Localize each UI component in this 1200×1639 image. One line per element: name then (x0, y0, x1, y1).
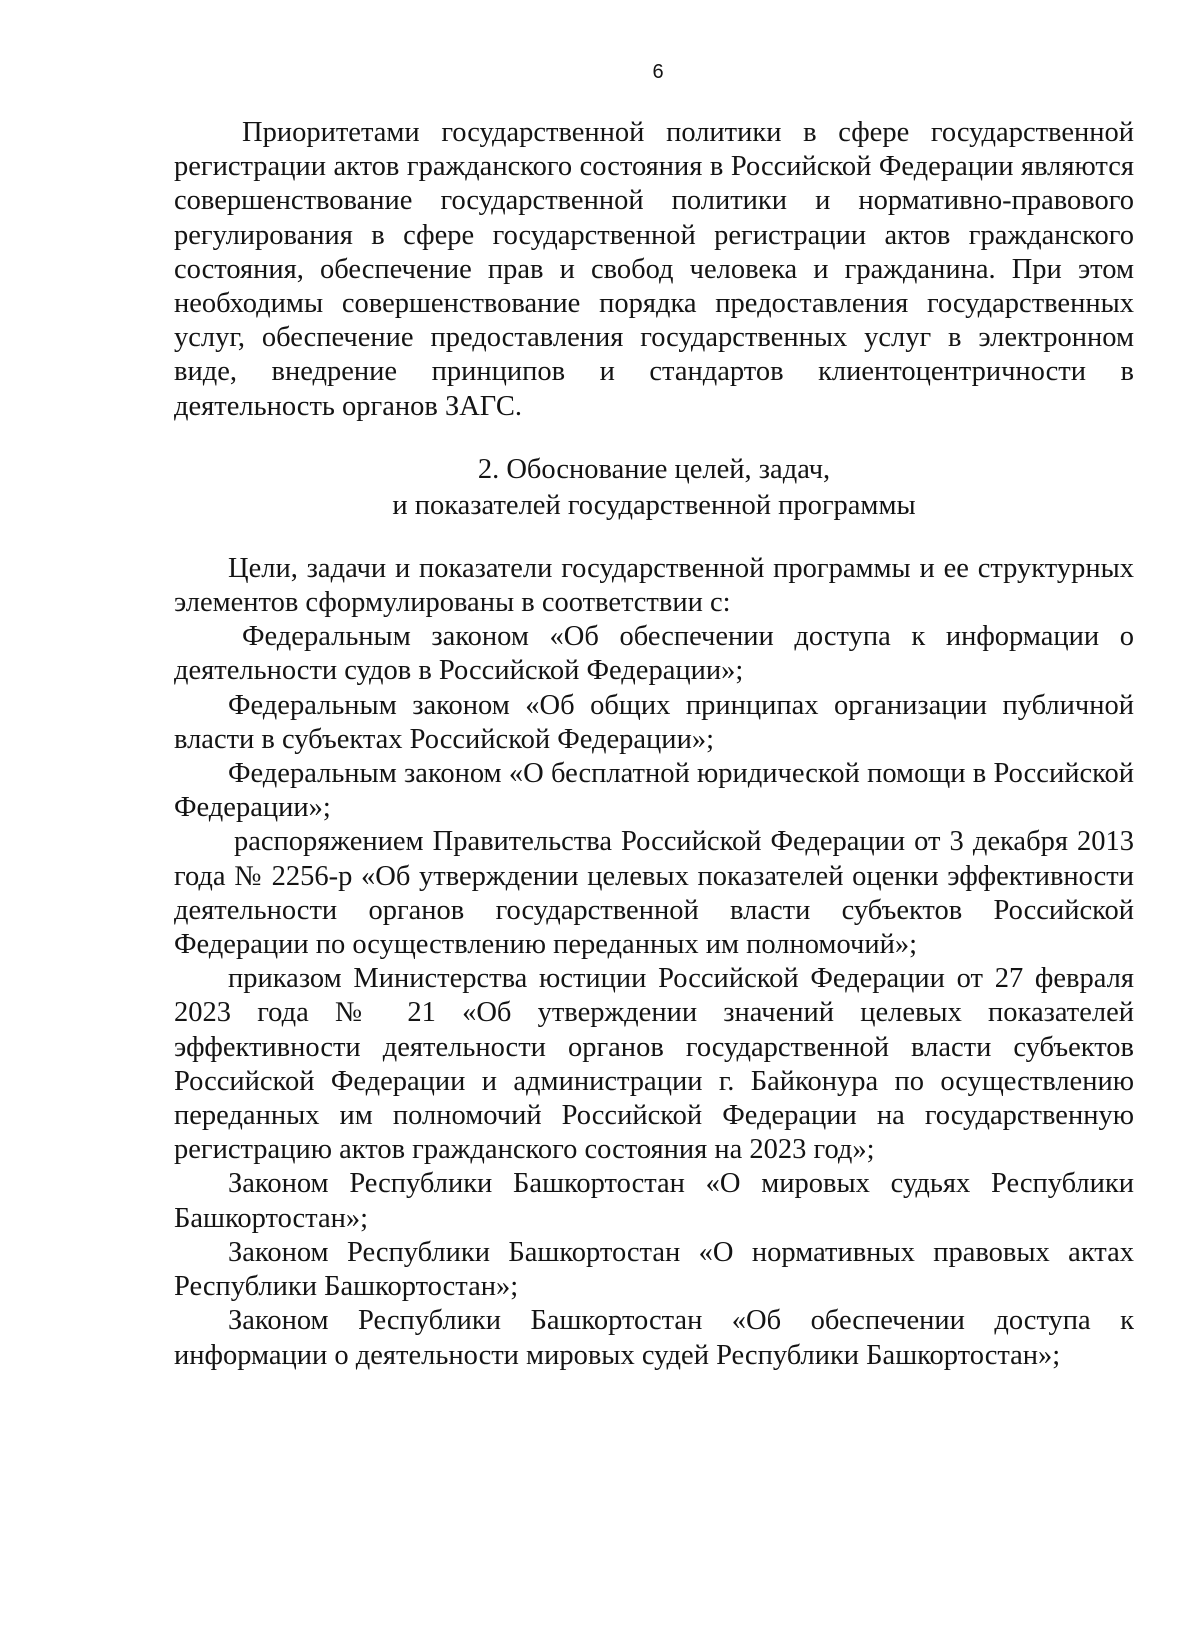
intro-paragraph: Цели, задачи и показатели государственной программы и ее структурных элементов сформулированы в соответствии с: (174, 552, 1134, 619)
section-heading-line-2: и показателей государственной программы (392, 489, 916, 521)
list-item-law-magistrates: Законом Республики Башкортостан «О мировых судьях Республики Башкортостан»; (174, 1168, 1134, 1234)
list-item-law-legal-aid: Федеральным законом «О бесплатной юридической помощи в Российской Федерации»; (174, 758, 1134, 824)
list-item-law-normative-acts: Законом Республики Башкортостан «О нормативных правовых актах Республики Башкортостан»; (174, 1236, 1134, 1303)
section-heading (174, 452, 1134, 524)
page-number: 6 (652, 61, 664, 83)
list-item-government-order: распоряжением Правительства Российской Федерации от 3 декабря 2013 года № 2256-р «Об утверждении целевых показателей оценки эффективности деятельности органов государственной власти субъектов Российской Федерации по осуществлению переданных им полномочий»; (174, 826, 1134, 961)
list-item-law-public-authority: Федеральным законом «Об общих принципах организации публичной власти в субъектах Российской Федерации»; (174, 689, 1134, 755)
list-item-law-court-information: Федеральным законом «Об обеспечении доступа к информации о деятельности судов в Российской Федерации»; (174, 621, 1134, 687)
list-item-law-magistrates-information: Законом Республики Башкортостан «Об обеспечении доступа к информации о деятельности мировых судей Республики Башкортостан»; (174, 1305, 1134, 1371)
priority-paragraph: Приоритетами государственной политики в сфере государственной регистрации актов гражданского состояния в Российской Федерации являются совершенствование государственной политики и нормативно-правового регулирования в сфере государственной регистрации актов гражданского состояния, обеспечение прав и свобод человека и гражданина. При этом необходимы совершенствование порядка предоставления государственных услуг, обеспечение предоставления государственных услуг в электронном виде, внедрение принципов и стандартов клиентоцентричности в деятельность органов ЗАГС. (174, 117, 1134, 422)
list-item-ministry-order: приказом Министерства юстиции Российской Федерации от 27 февраля 2023 года № 21 «Об утверждении значений целевых показателей эффективности деятельности органов государственной власти субъектов Российской Федерации и администрации г. Байконура по осуществлению переданных им полномочий Российской Федерации на государственную регистрацию актов гражданского состояния на 2023 год»; (174, 963, 1134, 1166)
section-heading-line-1: 2. Обоснование целей, задач, (477, 453, 831, 485)
document-page (174, 60, 1134, 1373)
